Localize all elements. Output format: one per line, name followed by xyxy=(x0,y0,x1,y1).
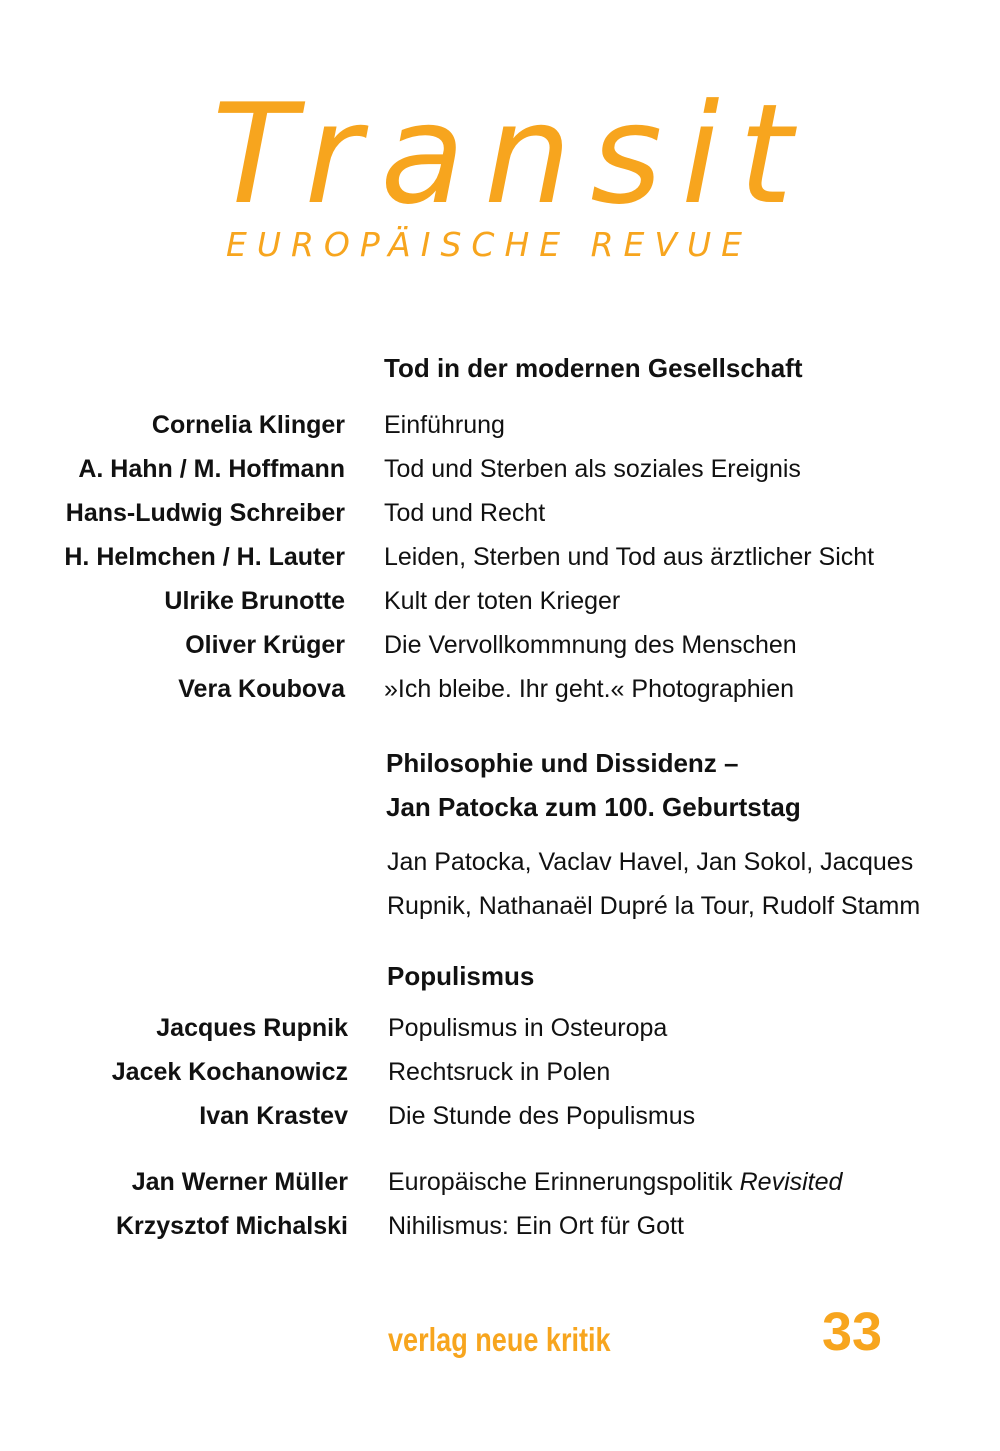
entry-title: Leiden, Sterben und Tod aus ärztlicher Sicht xyxy=(384,543,875,571)
toc-entry xyxy=(0,491,1000,535)
entry-author: Vera Koubova xyxy=(178,675,345,703)
entry-author: Oliver Krüger xyxy=(185,631,345,659)
entry-title: Einführung xyxy=(384,411,505,439)
toc-entry xyxy=(0,447,1000,491)
entry-author: H. Helmchen / H. Lauter xyxy=(64,543,345,571)
entry-title-main: Europäische Erinnerungspolitik xyxy=(388,1168,733,1196)
entry-title: Rechtsruck in Polen xyxy=(388,1058,611,1086)
toc-entry xyxy=(0,535,1000,579)
section-heading-tod: Tod in der modernen Gesellschaft xyxy=(384,353,803,383)
toc-entry xyxy=(0,1160,1000,1204)
toc-entry xyxy=(0,667,1000,711)
entry-title xyxy=(388,1160,842,1204)
toc-entry xyxy=(0,1204,1000,1248)
toc-entry xyxy=(0,1094,1000,1138)
publisher-name: verlag neue kritik xyxy=(388,1321,611,1358)
entry-title: Tod und Sterben als soziales Ereignis xyxy=(384,455,801,483)
journal-title: Transit xyxy=(212,74,812,235)
entry-author: Ulrike Brunotte xyxy=(164,587,345,615)
entry-title: Nihilismus: Ein Ort für Gott xyxy=(388,1212,684,1240)
toc-entry xyxy=(0,1006,1000,1050)
entry-title: Die Vervollkommnung des Menschen xyxy=(384,631,797,659)
entry-title: Tod und Recht xyxy=(384,499,546,527)
section-heading-patocka-line2: Jan Patocka zum 100. Geburtstag xyxy=(386,792,801,822)
entry-title: »Ich bleibe. Ihr geht.« Photographien xyxy=(384,675,795,703)
contributors-list xyxy=(387,840,920,928)
entry-author: Jan Werner Müller xyxy=(131,1168,348,1196)
entry-author: Jacek Kochanowicz xyxy=(111,1058,348,1086)
entry-author: A. Hahn / M. Hoffmann xyxy=(78,455,345,483)
entry-title-italic: Revisited xyxy=(739,1168,843,1196)
toc-entry xyxy=(0,403,1000,447)
entry-author: Krzysztof Michalski xyxy=(115,1212,348,1240)
toc-entry xyxy=(0,1050,1000,1094)
entry-title: Die Stunde des Populismus xyxy=(388,1102,696,1130)
entry-author: Hans-Ludwig Schreiber xyxy=(65,499,345,527)
journal-subtitle: EUROPÄISCHE REVUE xyxy=(226,225,752,264)
section-heading-patocka-line1: Philosophie und Dissidenz – xyxy=(386,748,739,778)
entry-title: Kult der toten Krieger xyxy=(384,587,621,615)
entry-author: Cornelia Klinger xyxy=(151,411,345,439)
toc-entry xyxy=(0,579,1000,623)
contributors-line: Jan Patocka, Vaclav Havel, Jan Sokol, Jacques xyxy=(387,848,914,876)
entry-author: Jacques Rupnik xyxy=(156,1014,348,1042)
contributors-line: Rupnik, Nathanaël Dupré la Tour, Rudolf Stamm xyxy=(387,892,921,920)
entry-author: Ivan Krastev xyxy=(199,1102,348,1130)
section-heading-populismus: Populismus xyxy=(387,961,535,991)
entry-title: Populismus in Osteuropa xyxy=(388,1014,668,1042)
issue-number: 33 xyxy=(822,1302,883,1362)
toc-entry xyxy=(0,623,1000,667)
